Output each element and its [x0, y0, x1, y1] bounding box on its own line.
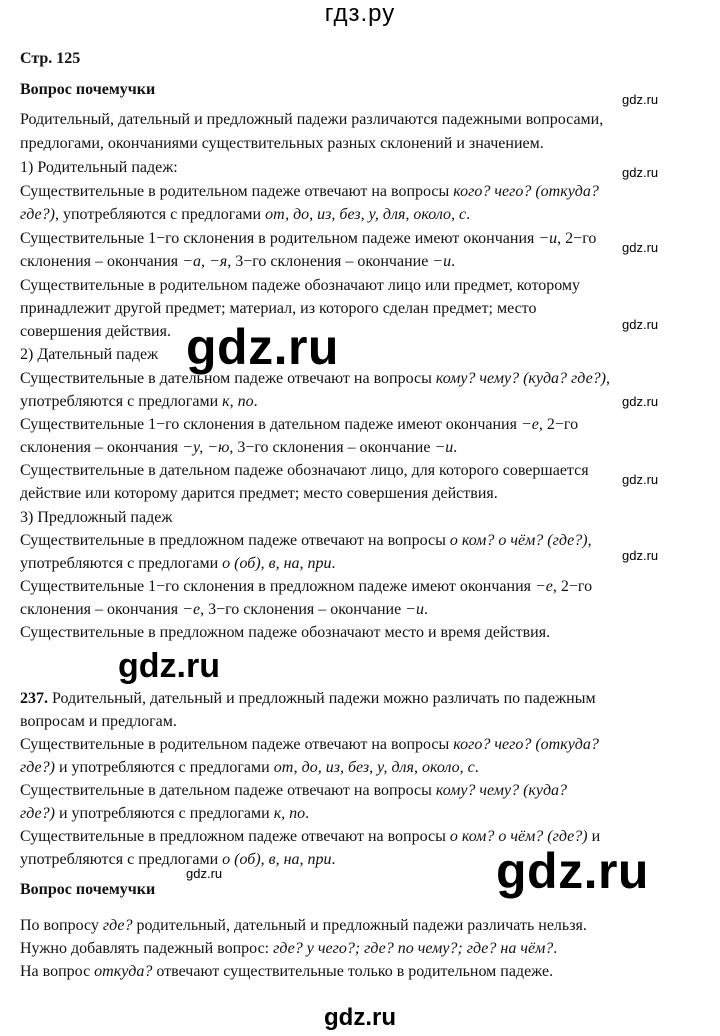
exercise-number: 237.: [20, 690, 48, 707]
case-title-prepositional: 3) Предложный падеж: [20, 509, 173, 526]
watermark: gdz.ru: [496, 843, 649, 899]
dative-prepositions-line: употребляются с предлогами к, по.: [20, 393, 258, 410]
dative-questions-line: Существительные в дательном падеже отвечают на вопросы кому? чему? (куда? где?),: [20, 370, 610, 387]
prepositional-endings-line: склонения – окончания −е, 3−го склонения – окончание −и.: [20, 601, 428, 618]
watermark: gdz.ru: [186, 319, 339, 375]
case-title-dative: 2) Дательный падеж: [20, 346, 159, 363]
exercise-237-genitive-line: Существительные в родительном падеже отвечают на вопросы кого? чего? (откуда?: [20, 736, 599, 753]
watermark: gdz.ru: [622, 548, 659, 563]
section-heading: Вопрос почемучки: [20, 881, 156, 898]
case-title-genitive: 1) Родительный падеж:: [20, 159, 178, 176]
prepositional-prepositions-line: употребляются с предлогами о (об), в, на, при.: [20, 555, 336, 572]
watermark: gdz.ru: [622, 472, 659, 487]
prepositional-questions-line: Существительные в предложном падеже отвечают на вопросы о ком? о чём? (где?),: [20, 532, 592, 549]
genitive-meaning-line: принадлежит другой предмет; материал, из которого сделан предмет; место: [20, 300, 537, 317]
watermark: gdz.ru: [622, 394, 659, 409]
dative-meaning-line: действие или которому дарится предмет; место совершения действия.: [20, 485, 498, 502]
watermark: gdz.ru: [622, 317, 659, 332]
watermark: gdz.ru: [324, 1004, 396, 1031]
watermark: gdz.ru: [622, 240, 659, 255]
section2-line: На вопрос откуда? отвечают существительные только в родительном падеже.: [20, 963, 554, 980]
watermark: gdz.ru: [118, 647, 220, 685]
dative-endings-line: Существительные 1−го склонения в дательном падеже имеют окончания −е, 2−го: [20, 416, 579, 433]
exercise-237-prepositional-line: употребляются с предлогами о (об), в, на, при.: [20, 851, 336, 868]
exercise-237-line: 237. Родительный, дательный и предложный падежи можно различать по падежным: [20, 690, 596, 707]
exercise-237-genitive-line: где?) и употребляются с предлогами от, до, из, без, у, для, около, с.: [20, 759, 479, 776]
genitive-meaning-line: Существительные в родительном падеже обозначают лицо или предмет, которому: [20, 277, 581, 294]
watermark: gdz.ru: [622, 165, 659, 180]
watermark: gdz.ru: [622, 92, 659, 107]
exercise-237-dative-line: Существительные в дательном падеже отвечают на вопросы кому? чему? (куда?: [20, 782, 568, 799]
watermark: gdz.ru: [186, 866, 223, 881]
genitive-endings-line: склонения – окончания −а, −я, 3−го склонения – окончание −и.: [20, 253, 456, 270]
genitive-endings-line: Существительные 1−го склонения в родительном падеже имеют окончания −и, 2−го: [20, 230, 597, 247]
section-heading: Вопрос почемучки: [20, 81, 156, 98]
prepositional-meaning-line: Существительные в предложном падеже обозначают место и время действия.: [20, 624, 551, 641]
genitive-meaning-line: совершения действия.: [20, 323, 171, 340]
genitive-prepositions-line: где?), употребляются с предлогами от, до, из, без, у, для, около, с.: [20, 206, 471, 223]
dative-endings-line: склонения – окончания −у, −ю, 3−го склонения – окончание −и.: [20, 439, 458, 456]
exercise-237-prepositional-line: Существительные в предложном падеже отвечают на вопросы о ком? о чём? (где?) и: [20, 828, 601, 845]
prepositional-endings-line: Существительные 1−го склонения в предложном падеже имеют окончания −е, 2−го: [20, 578, 593, 595]
intro-line: Родительный, дательный и предложный падежи различаются падежными вопросами,: [20, 111, 604, 128]
exercise-237-dative-line: где?) и употребляются с предлогами к, по.: [20, 805, 310, 822]
section2-line: Нужно добавлять падежный вопрос: где? у чего?; где? по чему?; где? на чём?.: [20, 940, 558, 957]
dative-meaning-line: Существительные в дательном падеже обозначают лицо, для которого совершается: [20, 462, 589, 479]
section2-line: По вопросу где? родительный, дательный и предложный падежи различать нельзя.: [20, 917, 587, 934]
genitive-questions-line: Существительные в родительном падеже отвечают на вопросы кого? чего? (откуда?: [20, 183, 599, 200]
intro-line: предлогами, окончаниями существительных разных склонений и значением.: [20, 135, 544, 152]
site-title: гдз.ру: [324, 0, 396, 27]
page-label: Стр. 125: [20, 50, 81, 67]
exercise-237-line: вопросам и предлогам.: [20, 713, 177, 730]
